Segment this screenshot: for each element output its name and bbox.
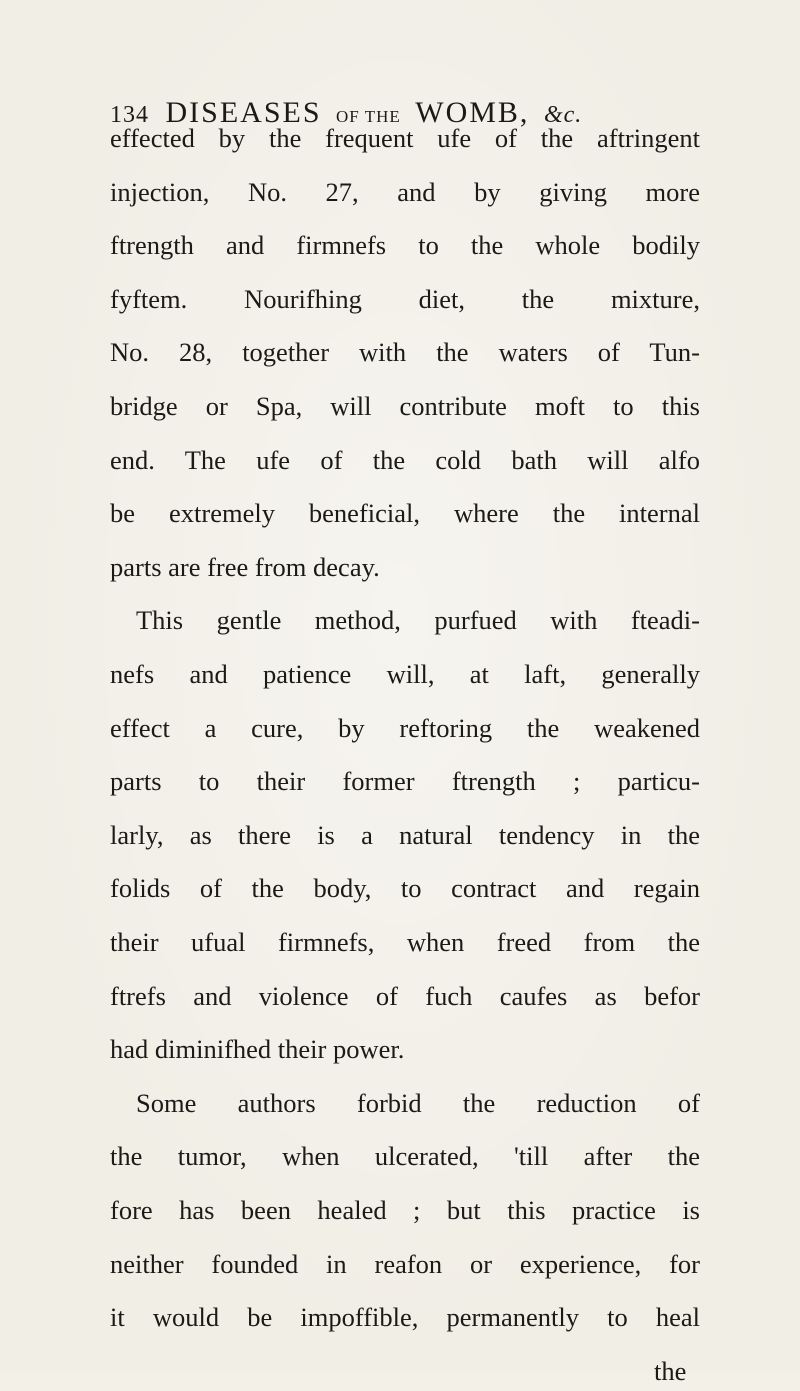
text-line: effected by the frequent ufe of the aftringent xyxy=(110,123,700,153)
text-line: ftrefs and violence of fuch caufes as befor xyxy=(110,981,700,1011)
text-line: ftrength and firmnefs to the whole bodily xyxy=(110,230,700,260)
page-number: 134 xyxy=(110,102,149,128)
text-line: Some authors forbid the reduction of xyxy=(136,1088,700,1118)
text-line: had diminifhed their power. xyxy=(110,1034,405,1064)
header-title-womb: WOMB, xyxy=(415,96,530,129)
text-line: This gentle method, purfued with fteadi- xyxy=(136,605,700,635)
text-line: be extremely beneficial, where the internal xyxy=(110,498,700,528)
text-line: larly, as there is a natural tendency in the xyxy=(110,820,700,850)
text-line: injection, No. 27, and by giving more xyxy=(110,177,700,207)
text-line: it would be impoffible, permanently to heal xyxy=(110,1302,700,1332)
header-title-of-the: OF THE xyxy=(336,107,401,126)
text-line: effect a cure, by reftoring the weakened xyxy=(110,713,700,743)
header-title-diseases: DISEASES xyxy=(165,96,322,129)
text-line: fore has been healed ; but this practice is xyxy=(110,1195,700,1225)
text-line: the tumor, when ulcerated, 'till after the xyxy=(110,1141,700,1171)
header-title-etc: &c. xyxy=(543,102,583,128)
text-line: parts are free from decay. xyxy=(110,552,380,582)
text-line: end. The ufe of the cold bath will alfo xyxy=(110,445,700,475)
text-line: parts to their former ftrength ; particu- xyxy=(110,766,700,796)
text-line: their ufual firmnefs, when freed from the xyxy=(110,927,700,957)
text-line: neither founded in reafon or experience, for xyxy=(110,1249,700,1279)
text-line: fyftem. Nourifhing diet, the mixture, xyxy=(110,284,700,314)
text-line: No. 28, together with the waters of Tun- xyxy=(110,337,700,367)
text-line: bridge or Spa, will contribute moft to this xyxy=(110,391,700,421)
catchword: the xyxy=(654,1356,687,1386)
text-line: folids of the body, to contract and regain xyxy=(110,873,700,903)
text-line: nefs and patience will, at laft, generally xyxy=(110,659,700,689)
